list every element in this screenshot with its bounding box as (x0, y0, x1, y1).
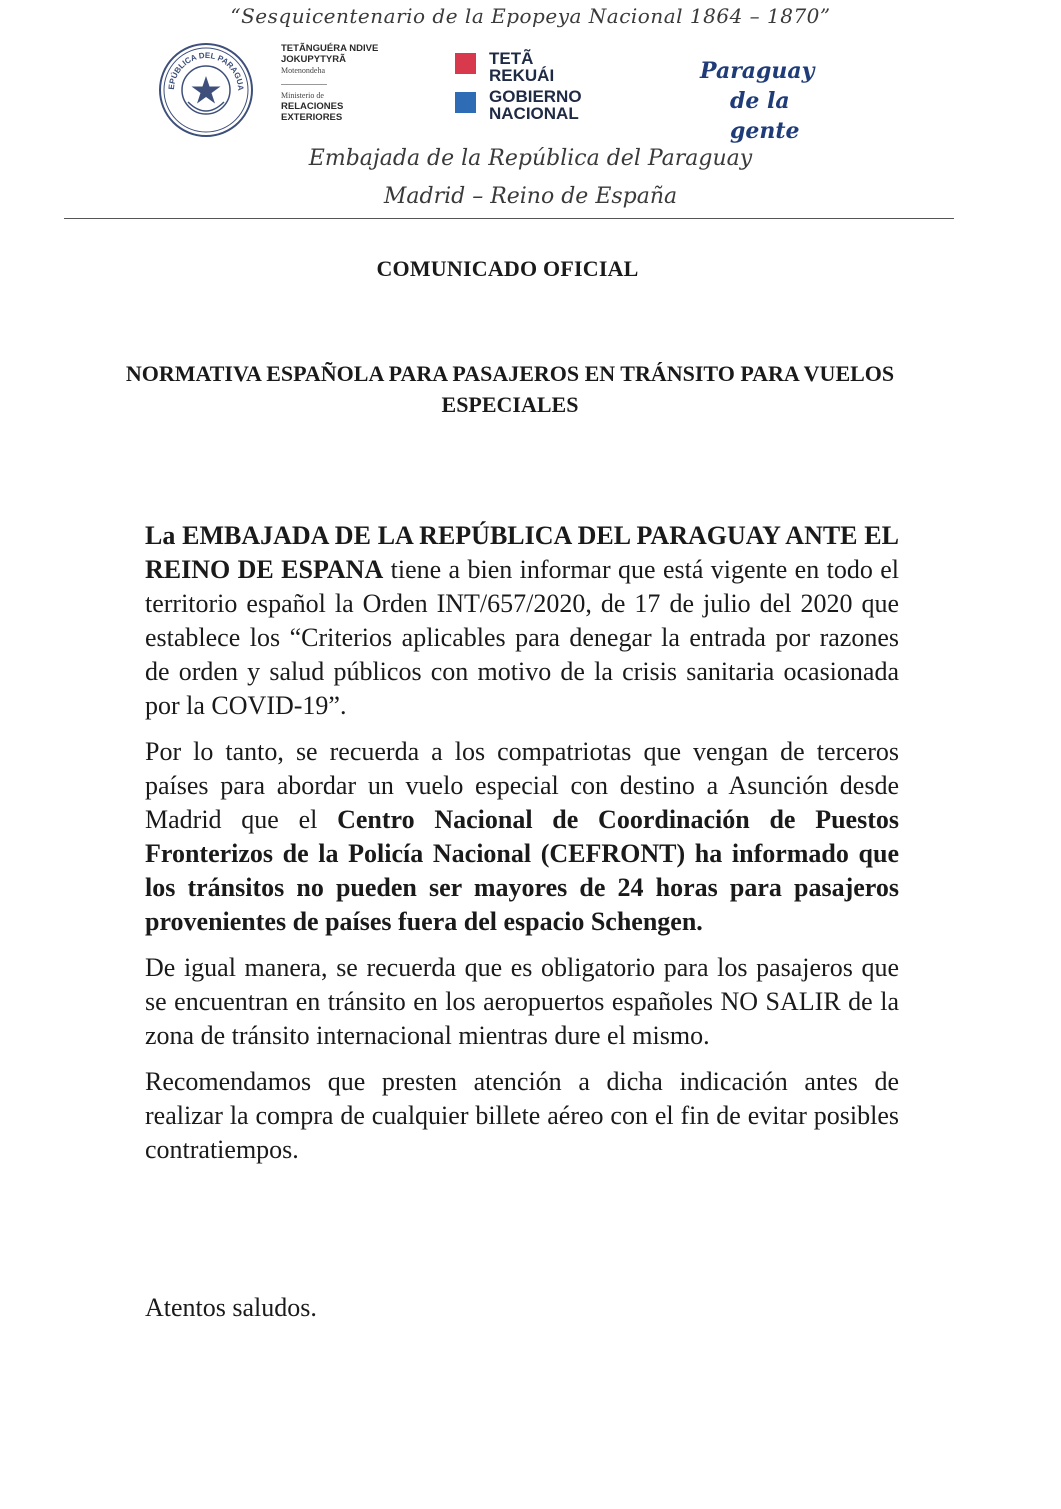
paragraph-1 (145, 519, 899, 723)
page-title: COMUNICADO OFICIAL (376, 256, 639, 281)
ministry-line-5: RELACIONES (281, 101, 344, 112)
brand-line-2: de la gente (730, 88, 800, 144)
document-subtitle: NORMATIVA ESPAÑOLA PARA PASAJEROS EN TRÁNSITO PARA VUELOS ESPECIALES (125, 361, 895, 417)
ministry-logo (281, 43, 411, 123)
closing-salutation: Atentos saludos. (145, 1293, 317, 1322)
paraguay-brand-logo (700, 56, 860, 146)
seal-text: EPÚBLICA DEL PARAGUA (166, 50, 246, 91)
paragraph-2-bold: Centro Nacional de Coordinación de Puestos Fronterizos de la Policía Nacional (CEFRONT) ha informado que los tránsitos no pueden ser mayores de 24 horas para pasajeros provenientes de países fuera del espacio Schengen. (145, 805, 899, 936)
motto-line: “Sesquicentenario de la Epopeya Nacional 1864 – 1870” (230, 4, 831, 28)
red-square-icon (455, 53, 476, 74)
government-line-4: NACIONAL (489, 104, 579, 123)
ministry-line-3: Motenondeha (281, 66, 325, 75)
embassy-location: Madrid – Reino de España (383, 184, 678, 209)
blue-square-icon (455, 92, 476, 113)
header-divider (64, 218, 954, 219)
government-line-1: TETÃ (489, 49, 534, 68)
ministry-divider (281, 84, 327, 85)
government-logo (455, 50, 582, 122)
paragraph-2 (145, 735, 899, 939)
document-body (145, 519, 899, 1179)
ministry-line-1: TETÃNGUÉRA NDIVE (281, 43, 379, 54)
paragraph-1-text: tiene a bien informar que está vigente en todo el territorio español la Orden INT/657/2020, de 17 de julio del 2020 que establece los “Criterios aplicables para denegar la entrada por razones de orden y salud públicos con motivo de la crisis sanitaria ocasionada por la COVID-19”. (145, 555, 900, 720)
paragraph-1-bold: La EMBAJADA DE LA REPÚBLICA DEL PARAGUAY ANTE EL REINO DE ESPANA (145, 521, 899, 584)
ministry-line-6: EXTERIORES (281, 112, 343, 123)
ministry-line-4: Ministerio de (281, 91, 324, 100)
government-line-3: GOBIERNO (489, 87, 582, 106)
paragraph-2-text: Por lo tanto, se recuerda a los compatriotas que vengan de terceros países para abordar un vuelo especial con destino a Asunción desde Madrid que el (145, 737, 899, 834)
ministry-line-2: JOKUPYTYRÃ (281, 54, 346, 65)
paragraph-3: De igual manera, se recuerda que es obligatorio para los pasajeros que se encuentran en tránsito en los aeropuertos españoles NO SALIR de la zona de tránsito internacional mientras dure el mismo. (145, 953, 899, 1050)
national-seal-icon (158, 42, 254, 138)
brand-line-1: Paraguay (700, 58, 815, 84)
embassy-name: Embajada de la República del Paraguay (308, 146, 753, 171)
paragraph-4: Recomendamos que presten atención a dicha indicación antes de realizar la compra de cualquier billete aéreo con el fin de evitar posibles contratiempos. (145, 1067, 899, 1164)
government-line-2: REKUÁI (489, 66, 555, 85)
